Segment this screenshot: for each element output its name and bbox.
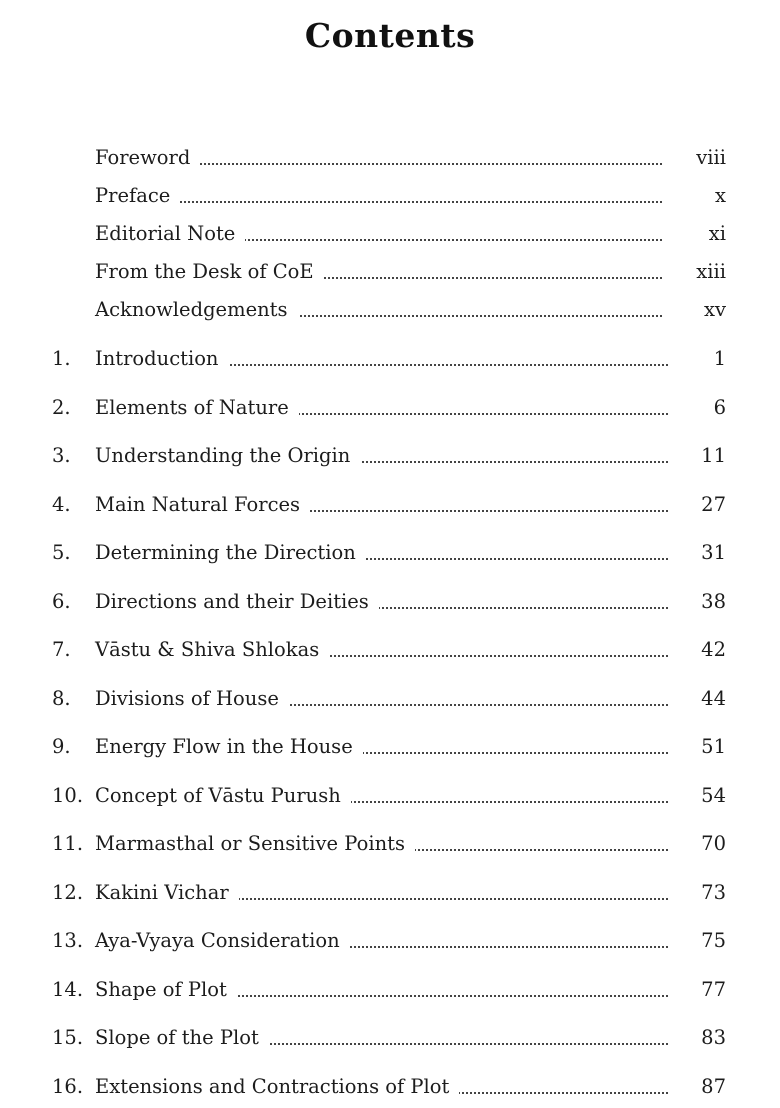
page-number: 77 xyxy=(701,978,726,1001)
page-number: 87 xyxy=(701,1075,726,1098)
page-number: 42 xyxy=(701,638,726,661)
page-number: xi xyxy=(708,222,726,245)
page-number: 51 xyxy=(701,735,726,758)
page-number: viii xyxy=(696,146,726,169)
chapter-entry xyxy=(0,393,780,423)
page-number: 38 xyxy=(701,590,726,613)
chapter-number: 10. xyxy=(52,784,84,807)
entry-title: Concept of Vāstu Purush xyxy=(95,781,351,811)
entry-title: Understanding the Origin xyxy=(95,441,360,471)
chapter-entry xyxy=(0,732,780,762)
chapter-number: 11. xyxy=(52,832,84,855)
chapter-entry xyxy=(0,975,780,1005)
chapter-entry xyxy=(0,490,780,520)
chapter-number: 12. xyxy=(52,881,84,904)
entry-title: Determining the Direction xyxy=(95,538,366,568)
page-number: 6 xyxy=(713,396,726,419)
entry-title: Kakini Vichar xyxy=(95,878,239,908)
chapter-entry xyxy=(0,1072,780,1102)
front-matter-entry xyxy=(0,219,780,249)
front-matter-entry xyxy=(0,181,780,211)
page-title: Contents xyxy=(304,16,476,55)
entry-title: Aya-Vyaya Consideration xyxy=(95,926,350,956)
chapter-entry xyxy=(0,587,780,617)
chapter-number: 1. xyxy=(52,347,71,370)
entry-title: Directions and their Deities xyxy=(95,587,379,617)
page-number: 31 xyxy=(701,541,726,564)
chapter-number: 9. xyxy=(52,735,71,758)
page-number: 75 xyxy=(701,929,726,952)
entry-title: Divisions of House xyxy=(95,684,289,714)
page-number: 27 xyxy=(701,493,726,516)
chapter-entry xyxy=(0,344,780,374)
front-matter-entry xyxy=(0,295,780,325)
page-number: 70 xyxy=(701,832,726,855)
entry-title: Preface xyxy=(95,181,180,211)
page-number: x xyxy=(715,184,726,207)
entry-title: Editorial Note xyxy=(95,219,245,249)
chapter-number: 6. xyxy=(52,590,71,613)
front-matter-entry xyxy=(0,143,780,173)
chapter-number: 15. xyxy=(52,1026,84,1049)
chapter-number: 14. xyxy=(52,978,84,1001)
chapter-number: 8. xyxy=(52,687,71,710)
page-number: 44 xyxy=(701,687,726,710)
chapter-number: 4. xyxy=(52,493,71,516)
chapter-entry xyxy=(0,538,780,568)
chapter-entry xyxy=(0,684,780,714)
chapter-entry xyxy=(0,829,780,859)
chapter-number: 13. xyxy=(52,929,84,952)
page-number: 83 xyxy=(701,1026,726,1049)
entry-title: Introduction xyxy=(95,344,229,374)
chapter-entry xyxy=(0,635,780,665)
front-matter-entry xyxy=(0,257,780,287)
chapter-number: 3. xyxy=(52,444,71,467)
entry-title: Acknowledgements xyxy=(95,295,298,325)
chapter-entry xyxy=(0,781,780,811)
chapter-number: 2. xyxy=(52,396,71,419)
chapter-number: 7. xyxy=(52,638,71,661)
chapter-entry xyxy=(0,1023,780,1053)
page-number: 1 xyxy=(713,347,726,370)
chapter-number: 5. xyxy=(52,541,71,564)
chapter-entry xyxy=(0,926,780,956)
chapter-entry xyxy=(0,878,780,908)
entry-title: Marmasthal or Sensitive Points xyxy=(95,829,415,859)
page-number: 54 xyxy=(701,784,726,807)
entry-title: Shape of Plot xyxy=(95,975,237,1005)
entry-title: Vāstu & Shiva Shlokas xyxy=(95,635,329,665)
page-number: 11 xyxy=(701,444,726,467)
chapter-entry xyxy=(0,441,780,471)
page-number: xiii xyxy=(696,260,726,283)
entry-title: Slope of the Plot xyxy=(95,1023,269,1053)
entry-title: Foreword xyxy=(95,143,200,173)
entry-title: Elements of Nature xyxy=(95,393,299,423)
page-number: xv xyxy=(703,298,726,321)
chapter-number: 16. xyxy=(52,1075,84,1098)
page-number: 73 xyxy=(701,881,726,904)
entry-title: From the Desk of CoE xyxy=(95,257,324,287)
entry-title: Extensions and Contractions of Plot xyxy=(95,1072,459,1102)
entry-title: Main Natural Forces xyxy=(95,490,310,520)
entry-title: Energy Flow in the House xyxy=(95,732,363,762)
